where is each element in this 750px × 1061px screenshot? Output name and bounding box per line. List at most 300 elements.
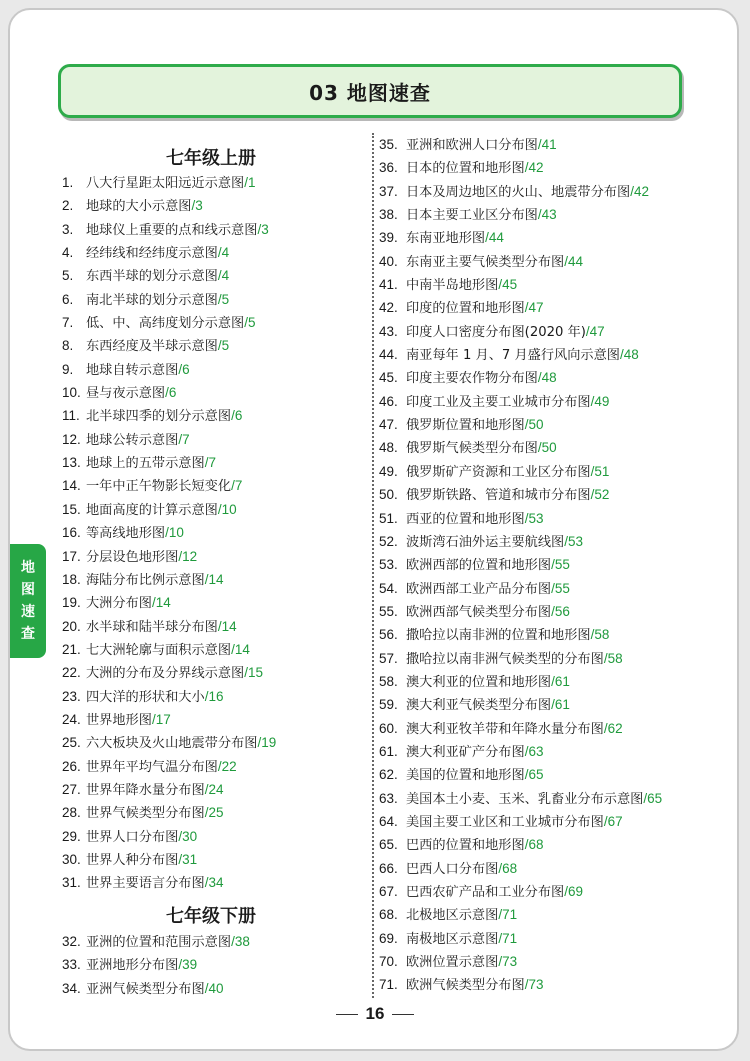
toc-item-number: 66.: [379, 860, 398, 876]
toc-item-title: 巴西农矿产品和工业分布图: [406, 885, 565, 900]
toc-item: [62, 358, 276, 381]
toc-item: [379, 810, 662, 833]
toc-item-title: 东南亚地形图: [406, 231, 486, 247]
toc-item: [62, 264, 276, 287]
toc-item: [62, 474, 276, 497]
toc-item: [379, 600, 662, 623]
toc-item-title: 日本及周边地区的火山、地震带分布图: [406, 184, 631, 200]
toc-item: [62, 615, 276, 638]
toc-item: [62, 404, 276, 427]
toc-item-number: 58.: [379, 673, 398, 689]
toc-item-number: 54.: [379, 580, 398, 596]
toc-item-title: 欧洲西部气候类型分布图: [406, 604, 552, 620]
toc-item: [379, 833, 662, 856]
toc-item-title: 七大洲轮廓与面积示意图: [86, 642, 232, 658]
toc-item-number: 63.: [379, 790, 398, 806]
toc-item-title: 日本主要工业区分布图: [406, 208, 538, 224]
toc-item-title: 日本的位置和地形图: [406, 161, 525, 177]
toc-item-page-ref: /63: [524, 743, 544, 759]
toc-item-title: 澳大利亚牧羊带和年降水量分布图: [406, 721, 604, 737]
toc-item-title: 欧洲西部的位置和地形图: [406, 558, 552, 574]
toc-item-title: 六大板块及火山地震带分布图: [86, 736, 258, 752]
toc-item-number: 4.: [62, 245, 74, 261]
toc-item-page-ref: /12: [178, 548, 198, 564]
toc-item-number: 19.: [62, 595, 81, 611]
toc-item-page-ref: /4: [217, 268, 230, 284]
toc-item: [379, 927, 662, 950]
toc-item-number: 14.: [62, 478, 81, 494]
toc-item-page-ref: /31: [178, 851, 198, 867]
toc-item-title: 中南半岛地形图: [406, 278, 499, 294]
toc-item: [62, 498, 276, 521]
toc-item-page-ref: /58: [590, 627, 610, 643]
toc-item-title: 世界人口分布图: [86, 829, 179, 845]
toc-item-number: 52.: [379, 533, 398, 549]
toc-item-title: 等高线地形图: [86, 526, 166, 542]
column-divider: [372, 133, 374, 998]
toc-item-title: 撒哈拉以南非洲的位置和地形图: [406, 628, 591, 644]
toc-item-title: 亚洲的位置和范围示意图: [86, 935, 232, 950]
toc-item-number: 32.: [62, 934, 81, 949]
toc-item-page-ref: /14: [204, 571, 224, 587]
toc-item-number: 10.: [62, 385, 81, 401]
toc-item-title: 印度工业及主要工业城市分布图: [406, 394, 591, 410]
toc-item-title: 亚洲地形分布图: [86, 958, 179, 974]
side-tab-char: 图: [21, 582, 35, 598]
toc-item: [62, 638, 276, 661]
title-banner: [58, 64, 682, 118]
toc-item-title: 俄罗斯矿产资源和工业区分布图: [406, 464, 591, 480]
toc-item-number: 39.: [379, 230, 398, 246]
toc-item-page-ref: /55: [551, 580, 570, 596]
toc-item-number: 1.: [62, 175, 74, 190]
toc-item-number: 8.: [62, 338, 74, 354]
toc-item-page-ref: /47: [585, 323, 605, 339]
toc-item-number: 64.: [379, 813, 398, 829]
toc-item-page-ref: /7: [204, 455, 216, 471]
toc-item-number: 9.: [62, 361, 74, 377]
toc-item: [62, 241, 276, 264]
toc-item-number: 15.: [62, 501, 81, 517]
toc-item: [62, 428, 276, 451]
toc-item-page-ref: /6: [165, 385, 177, 401]
toc-item-number: 30.: [62, 851, 81, 867]
toc-item-title: 地球自转示意图: [86, 362, 179, 378]
toc-item: [62, 708, 276, 731]
toc-item-number: 23.: [62, 688, 81, 704]
toc-item-page-ref: /71: [498, 930, 518, 946]
toc-item: [379, 296, 662, 319]
toc-item-number: 38.: [379, 207, 398, 223]
toc-item-number: 46.: [379, 393, 398, 409]
toc-item: [379, 366, 662, 389]
toc-item: [379, 553, 662, 576]
toc-item-title: 地球上的五带示意图: [86, 456, 205, 472]
toc-list-grade7-vol2: [62, 930, 250, 1000]
toc-item-number: 69.: [379, 930, 398, 946]
toc-item-title: 东南亚主要气候类型分布图: [406, 254, 565, 270]
toc-item-title: 地面高度的计算示意图: [86, 502, 218, 518]
toc-item-number: 18.: [62, 571, 81, 587]
toc-item-title: 美国主要工业区和工业城市分布图: [406, 814, 604, 830]
toc-item: [379, 763, 662, 786]
toc-item: [62, 591, 276, 614]
toc-item-title: 俄罗斯铁路、管道和城市分布图: [406, 488, 591, 504]
toc-item-number: 67.: [379, 884, 398, 899]
toc-item-title: 印度的位置和地形图: [406, 301, 525, 317]
toc-item-number: 12.: [62, 431, 81, 447]
toc-item-title: 北半球四季的划分示意图: [86, 409, 232, 425]
toc-item-number: 44.: [379, 347, 398, 363]
toc-item-page-ref: /14: [151, 595, 171, 611]
toc-item: [379, 880, 662, 903]
toc-item-number: 2.: [62, 198, 74, 214]
toc-item-page-ref: /16: [204, 688, 224, 704]
toc-item-number: 28.: [62, 805, 81, 821]
toc-item-number: 36.: [379, 160, 398, 176]
toc-item-page-ref: /5: [244, 315, 256, 331]
toc-item-page-ref: /61: [551, 673, 570, 689]
toc-item-page-ref: /65: [643, 790, 663, 806]
toc-item-number: 35.: [379, 137, 398, 152]
toc-item-title: 撒哈拉以南非洲气候类型的分布图: [406, 651, 604, 667]
toc-item: [379, 413, 662, 436]
toc-item-number: 25.: [62, 735, 81, 751]
toc-item-page-ref: /14: [231, 641, 250, 657]
toc-item-page-ref: /7: [178, 431, 190, 447]
toc-item: [379, 460, 662, 483]
toc-item-number: 3.: [62, 221, 74, 237]
toc-item: [379, 717, 662, 740]
page-title: 03 地图速查: [309, 80, 431, 105]
toc-item: [379, 133, 662, 156]
toc-item-page-ref: /1: [244, 175, 256, 190]
toc-item: [379, 740, 662, 763]
toc-item-page-ref: /38: [231, 934, 250, 949]
toc-item-title: 四大洋的形状和大小: [86, 689, 205, 705]
toc-item-page-ref: /3: [191, 198, 203, 214]
toc-item-title: 分层设色地形图: [86, 549, 179, 565]
toc-item-page-ref: /10: [217, 501, 237, 517]
toc-item-page-ref: /44: [485, 230, 504, 246]
toc-item-title: 巴西的位置和地形图: [406, 838, 525, 854]
toc-item: [379, 483, 662, 506]
toc-item-number: 34.: [62, 980, 81, 996]
toc-item-number: 59.: [379, 697, 398, 713]
toc-item-page-ref: /58: [603, 650, 623, 666]
toc-item: [62, 953, 250, 976]
toc-item-page-ref: /4: [217, 245, 230, 261]
toc-item-number: 57.: [379, 650, 398, 666]
toc-item-title: 欧洲位置示意图: [406, 955, 499, 971]
toc-item: [379, 507, 662, 530]
toc-item-page-ref: /73: [498, 954, 518, 970]
toc-item-title: 地球公转示意图: [86, 432, 179, 448]
toc-item-title: 西亚的位置和地形图: [406, 511, 525, 527]
toc-item-page-ref: /73: [524, 977, 544, 993]
side-tab-char: 速: [21, 604, 35, 620]
toc-item: [379, 903, 662, 926]
side-tab-char: 查: [21, 626, 35, 642]
toc-item-number: 7.: [62, 315, 74, 331]
toc-item-number: 50.: [379, 487, 398, 503]
toc-item-number: 71.: [379, 977, 398, 993]
toc-item-number: 41.: [379, 277, 398, 293]
toc-item-number: 13.: [62, 455, 81, 471]
toc-list-right-column: [379, 133, 662, 997]
toc-item: [62, 171, 276, 194]
footer-dash-left: [336, 1014, 358, 1015]
toc-item-title: 低、中、高纬度划分示意图: [86, 316, 245, 332]
toc-item-title: 南北半球的划分示意图: [86, 292, 218, 308]
toc-item-page-ref: /69: [564, 884, 584, 899]
toc-item: [62, 930, 250, 953]
toc-item-page-ref: /7: [231, 478, 243, 494]
toc-item-page-ref: /5: [217, 338, 230, 354]
toc-item-number: 70.: [379, 954, 398, 970]
side-tab-char: 地: [21, 560, 35, 576]
toc-item-title: 东西经度及半球示意图: [86, 339, 218, 355]
toc-item-title: 美国本土小麦、玉米、乳畜业分布示意图: [406, 791, 644, 807]
toc-item-number: 53.: [379, 557, 398, 573]
toc-item-number: 26.: [62, 758, 81, 774]
toc-item-page-ref: /30: [178, 828, 198, 844]
toc-item-title: 印度人口密度分布图(2020 年): [406, 324, 586, 340]
toc-item-number: 16.: [62, 525, 81, 541]
page-footer: [0, 1004, 750, 1024]
toc-item-page-ref: /22: [217, 758, 237, 774]
toc-item-number: 51.: [379, 510, 398, 526]
toc-item-title: 八大行星距太阳远近示意图: [86, 176, 245, 191]
toc-item-page-ref: /14: [217, 618, 237, 634]
toc-item: [62, 977, 250, 1000]
toc-item-number: 37.: [379, 183, 398, 199]
toc-item-title: 水半球和陆半球分布图: [86, 619, 218, 635]
toc-list-grade7-vol1: [62, 171, 276, 895]
toc-item-page-ref: /56: [551, 603, 570, 619]
toc-item-number: 20.: [62, 618, 81, 634]
toc-item-page-ref: /50: [537, 440, 557, 456]
toc-item-title: 世界年平均气温分布图: [86, 759, 218, 775]
toc-item-page-ref: /65: [524, 767, 544, 783]
toc-item-number: 47.: [379, 417, 398, 433]
toc-item: [62, 778, 276, 801]
toc-item: [62, 218, 276, 241]
toc-item: [62, 731, 276, 754]
toc-item: [379, 273, 662, 296]
toc-item-title: 南亚每年 1 月、7 月盛行风向示意图: [406, 348, 620, 364]
toc-item-number: 33.: [62, 957, 81, 973]
toc-item-title: 大洲的分布及分界线示意图: [86, 666, 245, 682]
toc-item-title: 澳大利亚气候类型分布图: [406, 698, 552, 714]
toc-item-title: 一年中正午物影长短变化: [86, 479, 232, 495]
toc-item: [379, 203, 662, 226]
toc-item-page-ref: /53: [564, 533, 584, 549]
toc-item: [62, 288, 276, 311]
toc-item-page-ref: /25: [204, 805, 224, 821]
toc-item-number: 61.: [379, 743, 398, 759]
toc-item-page-ref: /42: [524, 160, 544, 176]
toc-item: [62, 545, 276, 568]
toc-item-page-ref: /67: [603, 813, 623, 829]
toc-item-page-ref: /10: [165, 525, 184, 541]
toc-item: [379, 857, 662, 880]
toc-item-number: 68.: [379, 907, 398, 923]
toc-item: [379, 390, 662, 413]
toc-item-page-ref: /3: [257, 221, 269, 237]
toc-item-page-ref: /53: [524, 510, 544, 526]
section-heading-grade7-vol2: 七年级下册: [166, 906, 256, 927]
toc-item-page-ref: /44: [564, 253, 584, 269]
section-heading-grade7-vol1: 七年级上册: [166, 148, 256, 169]
toc-item: [62, 661, 276, 684]
toc-item-number: 49.: [379, 463, 398, 479]
toc-item-title: 世界地形图: [86, 712, 152, 728]
toc-item-page-ref: /49: [590, 393, 610, 409]
toc-item-number: 62.: [379, 767, 398, 783]
toc-item: [379, 320, 662, 343]
toc-item: [62, 194, 276, 217]
toc-item: [379, 623, 662, 646]
side-tab: [10, 544, 46, 658]
toc-item-page-ref: /40: [204, 980, 224, 996]
toc-item-number: 31.: [62, 875, 81, 891]
toc-item-page-ref: /15: [244, 665, 264, 681]
toc-item-page-ref: /51: [590, 463, 610, 479]
toc-item-title: 东西半球的划分示意图: [86, 269, 218, 285]
toc-item-page-ref: /34: [204, 875, 224, 891]
toc-item-number: 22.: [62, 665, 81, 681]
toc-item-title: 波斯湾石油外运主要航线图: [406, 534, 565, 550]
toc-item: [379, 973, 662, 996]
toc-item: [379, 250, 662, 273]
toc-item-number: 40.: [379, 253, 398, 269]
toc-item-number: 60.: [379, 720, 398, 736]
toc-item-page-ref: /43: [537, 207, 557, 223]
toc-item: [62, 685, 276, 708]
toc-item: [379, 436, 662, 459]
toc-item-title: 地球的大小示意图: [86, 199, 192, 215]
toc-item-number: 43.: [379, 323, 398, 339]
toc-item: [62, 381, 276, 404]
toc-item-number: 48.: [379, 440, 398, 456]
toc-item-page-ref: /19: [257, 735, 277, 751]
toc-item: [379, 787, 662, 810]
toc-item: [62, 871, 276, 894]
toc-item-number: 24.: [62, 711, 81, 727]
toc-item-title: 俄罗斯位置和地形图: [406, 418, 525, 434]
toc-item-title: 美国的位置和地形图: [406, 768, 525, 784]
toc-item-title: 亚洲和欧洲人口分布图: [406, 138, 538, 153]
toc-item: [379, 950, 662, 973]
toc-item-title: 世界主要语言分布图: [86, 876, 205, 892]
toc-item-page-ref: /71: [498, 907, 518, 923]
toc-item-number: 65.: [379, 837, 398, 853]
toc-item-page-ref: /48: [537, 370, 557, 386]
toc-item: [62, 311, 276, 334]
toc-item-number: 11.: [62, 408, 80, 424]
toc-item-title: 南极地区示意图: [406, 931, 499, 947]
toc-item-title: 世界人种分布图: [86, 852, 179, 868]
toc-item-title: 大洲分布图: [86, 596, 152, 612]
toc-item-page-ref: /6: [231, 408, 243, 424]
toc-item-title: 地球仪上重要的点和线示意图: [86, 222, 258, 238]
toc-item-title: 海陆分布比例示意图: [86, 572, 205, 588]
toc-item-title: 欧洲气候类型分布图: [406, 978, 525, 994]
toc-item: [379, 693, 662, 716]
toc-item: [62, 848, 276, 871]
toc-item: [62, 568, 276, 591]
toc-item-page-ref: /55: [551, 557, 570, 573]
toc-item: [379, 577, 662, 600]
toc-item: [62, 801, 276, 824]
toc-item: [379, 343, 662, 366]
footer-dash-right: [392, 1014, 414, 1015]
toc-item: [62, 334, 276, 357]
toc-item-page-ref: /39: [178, 957, 198, 973]
toc-item-title: 俄罗斯气候类型分布图: [406, 441, 538, 457]
toc-item: [62, 755, 276, 778]
toc-item-title: 亚洲气候类型分布图: [86, 981, 205, 997]
toc-item-number: 29.: [62, 828, 81, 844]
toc-item-title: 印度主要农作物分布图: [406, 371, 538, 387]
toc-item: [379, 647, 662, 670]
toc-item-page-ref: /17: [151, 711, 171, 727]
toc-item-number: 45.: [379, 370, 398, 386]
toc-item-number: 5.: [62, 268, 74, 284]
toc-item-title: 世界年降水量分布图: [86, 782, 205, 798]
toc-item-page-ref: /50: [524, 417, 544, 433]
toc-item-title: 经纬线和经纬度示意图: [86, 246, 218, 262]
toc-item-title: 澳大利亚矿产分布图: [406, 744, 525, 760]
toc-item-page-ref: /52: [590, 487, 610, 503]
toc-item-page-ref: /62: [603, 720, 623, 736]
toc-item-title: 世界气候类型分布图: [86, 806, 205, 822]
toc-item: [379, 226, 662, 249]
toc-item: [379, 180, 662, 203]
toc-item: [62, 451, 276, 474]
toc-item-number: 27.: [62, 781, 81, 797]
toc-item-number: 56.: [379, 627, 398, 643]
toc-item-title: 北极地区示意图: [406, 908, 499, 924]
toc-item-number: 55.: [379, 603, 398, 619]
toc-item-page-ref: /42: [630, 183, 649, 199]
toc-item-number: 21.: [62, 641, 81, 657]
toc-item: [62, 825, 276, 848]
toc-item-number: 6.: [62, 291, 74, 307]
toc-item: [379, 670, 662, 693]
toc-item-number: 42.: [379, 300, 398, 316]
toc-item-page-ref: /5: [217, 291, 230, 307]
toc-item-page-ref: /24: [204, 781, 224, 797]
toc-item-page-ref: /6: [178, 361, 190, 377]
toc-item-title: 昼与夜示意图: [86, 386, 166, 402]
toc-item-title: 欧洲西部工业产品分布图: [406, 581, 552, 597]
toc-item: [379, 156, 662, 179]
toc-item: [379, 530, 662, 553]
toc-item-page-ref: /47: [524, 300, 544, 316]
toc-item-page-ref: /45: [498, 277, 518, 293]
toc-item-page-ref: /61: [551, 697, 570, 713]
page-number: 16: [365, 1004, 385, 1023]
toc-item-title: 巴西人口分布图: [406, 861, 499, 877]
toc-item-page-ref: /48: [619, 347, 639, 363]
toc-item-page-ref: /68: [498, 860, 518, 876]
toc-item-page-ref: /68: [524, 837, 544, 853]
toc-item-page-ref: /41: [537, 137, 557, 152]
toc-item-number: 17.: [62, 548, 81, 564]
toc-item-title: 澳大利亚的位置和地形图: [406, 674, 552, 690]
